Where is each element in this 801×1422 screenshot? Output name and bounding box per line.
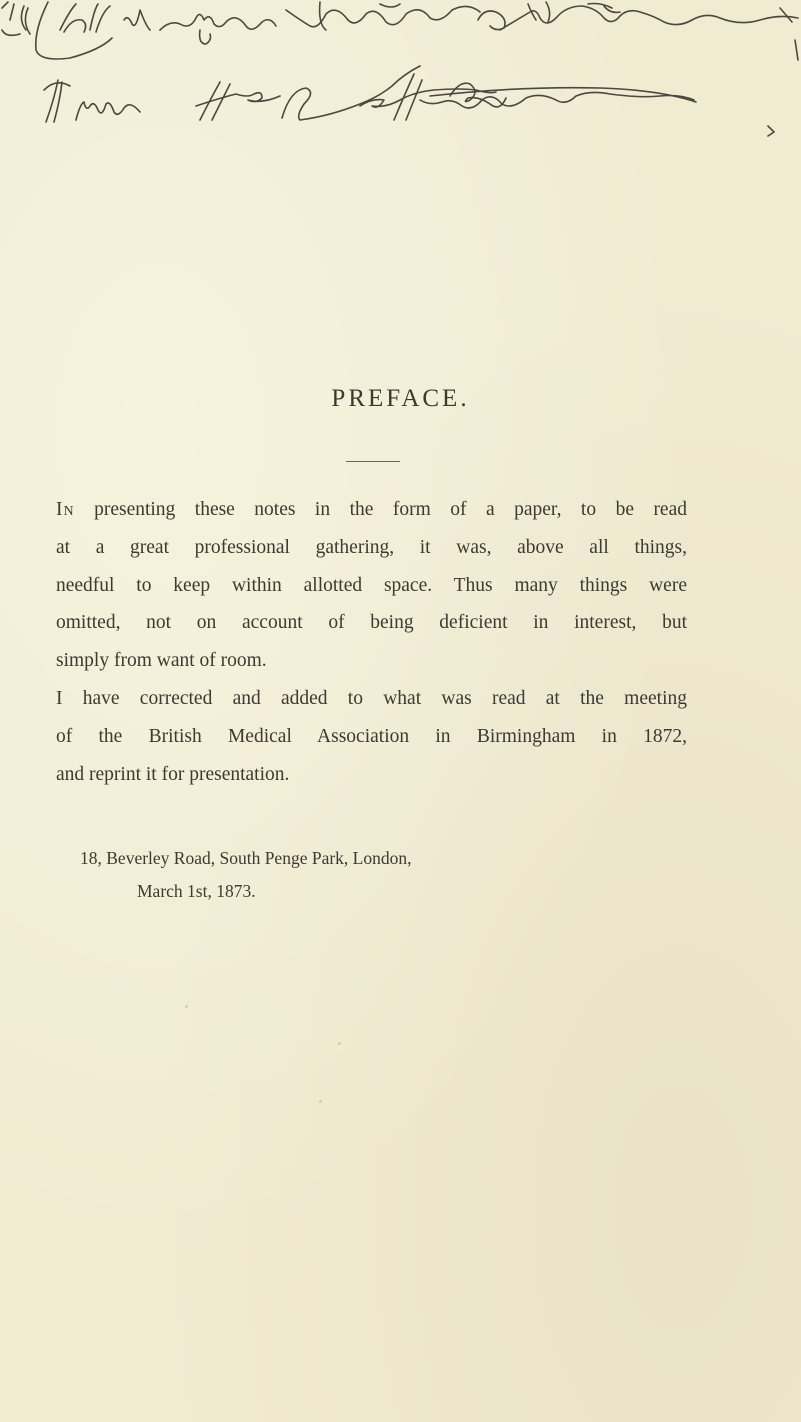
text-line: at a great professional gathering, it was, above all things, — [56, 536, 687, 558]
text-line — [56, 491, 687, 529]
paper-speck — [185, 1005, 188, 1008]
preface-date: March 1st, 1873. — [137, 881, 256, 901]
text-line: omitted, not on account of being deficient in interest, but — [56, 612, 687, 634]
drop-word: In — [56, 499, 75, 520]
preface-body — [56, 491, 687, 793]
handwritten-inscription — [0, 0, 801, 150]
author-address: 18, Beverley Road, South Penge Park, London, — [80, 848, 412, 868]
paragraph-2 — [56, 680, 687, 793]
paragraph-1 — [56, 491, 687, 680]
paper-speck — [338, 1042, 341, 1045]
page-title: PREFACE. — [331, 385, 470, 412]
text-line: and reprint it for presentation. — [56, 763, 290, 785]
text-line: of the British Medical Association in Birmingham in 1872, — [56, 725, 687, 747]
paper-speck — [319, 1100, 322, 1103]
text-line: I have corrected and added to what was read at the meeting — [56, 687, 687, 709]
title-divider — [346, 461, 400, 462]
text-line-rest: presenting these notes in the form of a paper, to be read — [74, 499, 687, 520]
text-line: simply from want of room. — [56, 650, 267, 672]
text-line: needful to keep within allotted space. Thus many things were — [56, 574, 687, 596]
